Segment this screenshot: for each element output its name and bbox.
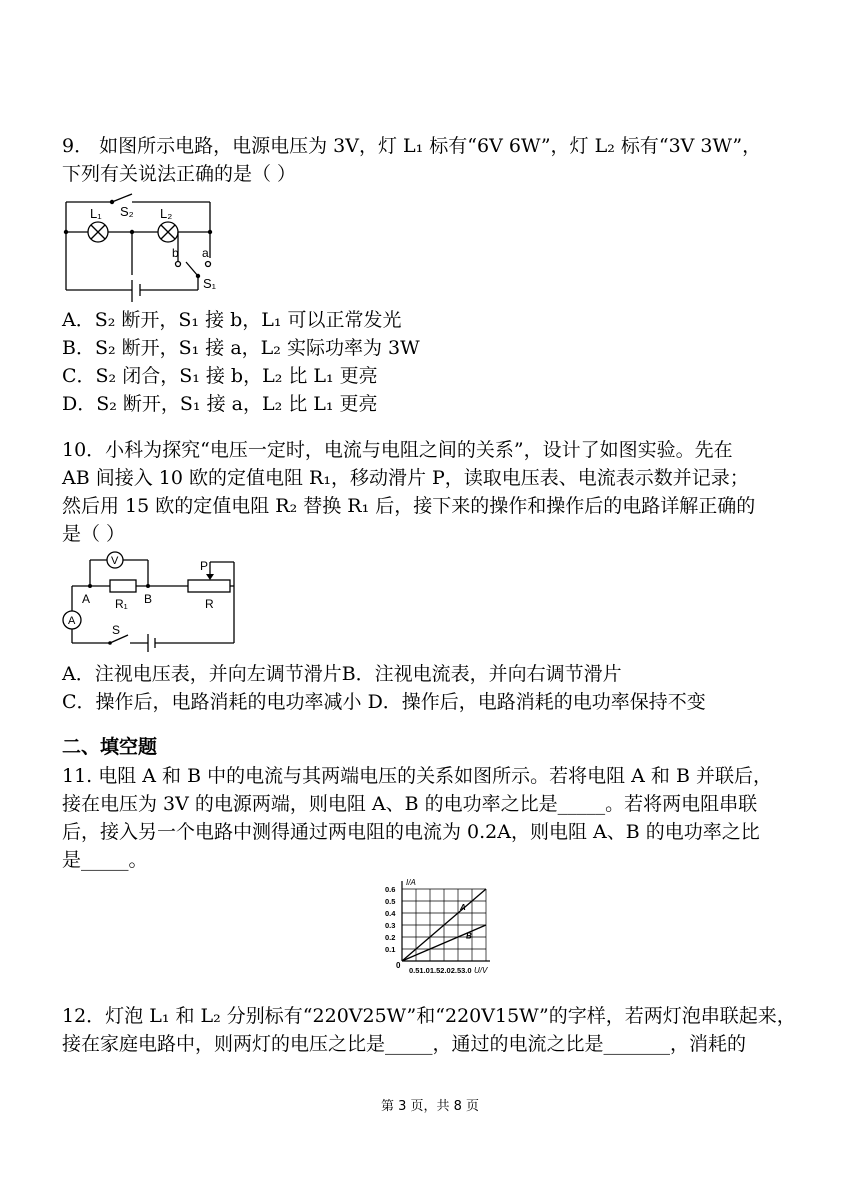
series-label-B: B — [466, 931, 472, 941]
y-tick-label: 0.5 — [385, 897, 396, 906]
q9-line-1: 9． 如图所示电路，电源电压为 3V，灯 L₁ 标有“6V 6W”，灯 L₂ 标有“3V 3W”， — [62, 135, 762, 157]
label-b: b — [172, 246, 179, 260]
q9-line-2: 下列有关说法正确的是（ ） — [62, 163, 297, 185]
q10-options-row-1: A．注视电压表，并向左调节滑片B．注视电流表，并向右调节滑片 — [62, 663, 622, 685]
q10-line-2: AB 间接入 10 欧的定值电阻 R₁，移动滑片 P，读取电压表、电流表示数并记录； — [62, 467, 749, 489]
label-s2: S₂ — [120, 204, 134, 219]
label-s1: S₁ — [203, 276, 217, 291]
y-tick-label: 0.6 — [385, 885, 396, 894]
q11-line-4: 是_____。 — [62, 849, 148, 871]
label-l2: L₂ — [160, 206, 173, 221]
origin-label: 0 — [396, 961, 401, 970]
x-axis-label: U/V — [474, 966, 488, 975]
q11-line-3: 后，接入另一个电路中测得通过两电阻的电流为 0.2A，则电阻 A、B 的电功率之比 — [62, 821, 760, 843]
series-label-A: A — [460, 903, 466, 913]
q12-line-1: 12．灯泡 L₁ 和 L₂ 分别标有“220V25W”和“220V15W”的字样，若两灯泡串联起来， — [62, 1005, 796, 1027]
page-footer: 第 3 页，共 8 页 — [380, 1099, 480, 1114]
y-tick-label: 0.2 — [385, 933, 396, 942]
label-a: a — [202, 246, 209, 260]
x-tick-labels: 0.51.01.52.02.53.0 — [409, 966, 472, 975]
y-tick-label: 0.4 — [385, 909, 396, 918]
q9-option-a: A．S₂ 断开，S₁ 接 b，L₁ 可以正常发光 — [62, 309, 402, 331]
label-r: R — [205, 597, 214, 611]
iu-graph — [378, 875, 490, 975]
label-ammeter: A — [68, 615, 76, 627]
label-node-b: B — [144, 592, 153, 606]
q9-option-b: B．S₂ 断开，S₁ 接 a，L₂ 实际功率为 3W — [62, 337, 420, 359]
q10-line-3: 然后用 15 欧的定值电阻 R₂ 替换 R₁ 后，接下来的操作和操作后的电路详解正确的 — [62, 495, 756, 517]
q11-line-2: 接在电压为 3V 的电源两端，则电阻 A、B 的电功率之比是_____。若将两电阻串联 — [62, 793, 758, 815]
label-p: P — [200, 559, 209, 573]
label-s: S — [112, 623, 121, 637]
label-node-a: A — [82, 592, 91, 606]
q10-line-4: 是（ ） — [62, 523, 126, 545]
q11-line-1: 11. 电阻 A 和 B 中的电流与其两端电压的关系如图所示。若将电阻 A 和 B 并联后， — [62, 765, 772, 787]
section-title: 二、填空题 — [62, 736, 158, 758]
label-l1: L₁ — [90, 206, 102, 221]
q10-options-row-2: C．操作后，电路消耗的电功率减小 D．操作后，电路消耗的电功率保持不变 — [62, 691, 706, 713]
q12-line-2: 接在家庭电路中，则两灯的电压之比是_____，通过的电流之比是_______，消耗的 — [62, 1033, 747, 1055]
label-r1: R₁ — [115, 597, 128, 611]
q9-circuit-diagram — [60, 190, 230, 305]
q9-option-c: C．S₂ 闭合，S₁ 接 b，L₂ 比 L₁ 更亮 — [62, 365, 378, 387]
y-tick-label: 0.1 — [385, 945, 396, 954]
q10-line-1: 10．小科为探究“电压一定时，电流与电阻之间的关系”，设计了如图实验。先在 — [62, 439, 733, 461]
q9-option-d: D．S₂ 断开，S₁ 接 a，L₂ 比 L₁ 更亮 — [62, 393, 378, 415]
y-axis-label: I/A — [406, 878, 416, 887]
q10-circuit-diagram — [60, 548, 240, 653]
label-voltmeter: V — [111, 555, 119, 567]
y-tick-label: 0.3 — [385, 921, 396, 930]
